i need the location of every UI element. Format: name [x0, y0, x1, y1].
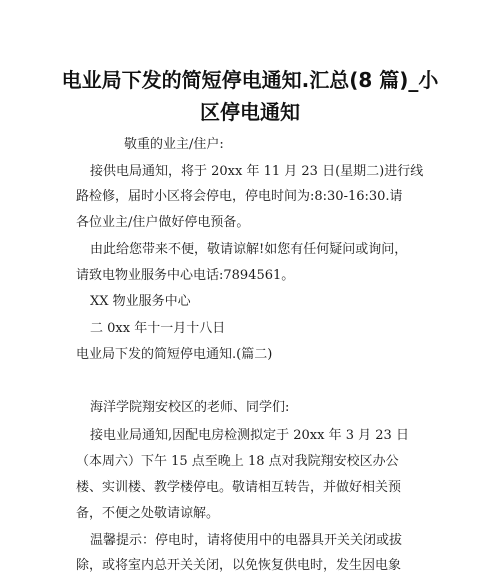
paragraph-line: 备，不便之处敬请谅解。: [76, 506, 220, 521]
paragraph-line: 各位业主/住户做好停电预备。: [76, 215, 250, 230]
document-title-line-2: 区停电通知: [200, 100, 300, 124]
paragraph-line: 接电业局通知,因配电房检测拟定于 20xx 年 3 月 23 日: [90, 428, 409, 443]
document-title-line-1: 电业局下发的简短停电通知.汇总(8 篇)_小: [61, 68, 439, 92]
paragraph-line: 请致电物业服务中心电话:7894561。: [76, 268, 295, 283]
paragraph-line: 接供电局通知，将于 20xx 年 11 月 23 日(星期二)进行线: [90, 164, 424, 179]
salutation: 敬重的业主/住户:: [124, 137, 224, 152]
section-heading: 电业局下发的简短停电通知.(篇二): [76, 347, 273, 362]
paragraph-line: 温馨提示：停电时，请将使用中的电器具开关关闭或拔: [90, 533, 403, 548]
salutation: 海洋学院翔安校区的老师、同学们:: [90, 400, 290, 415]
paragraph-line: 除，或将室内总开关关闭，以免恢复供电时，发生因电象: [76, 558, 402, 573]
paragraph-line: 路检修，届时小区将会停电，停电时间为:8:30-16:30.请: [76, 189, 403, 204]
paragraph-line: （本周六）下午 15 点至晚上 18 点对我院翔安校区办公: [76, 454, 399, 469]
paragraph-line: 楼、实训楼、教学楼停电。敬请相互转告，并做好相关预: [76, 480, 402, 495]
signature-org: XX 物业服务中心: [90, 294, 191, 309]
signature-date: 二 0xx 年十一月十八日: [90, 321, 226, 336]
paragraph-line: 由此给您带来不便，敬请谅解!如您有任何疑问或询问，: [90, 242, 408, 257]
